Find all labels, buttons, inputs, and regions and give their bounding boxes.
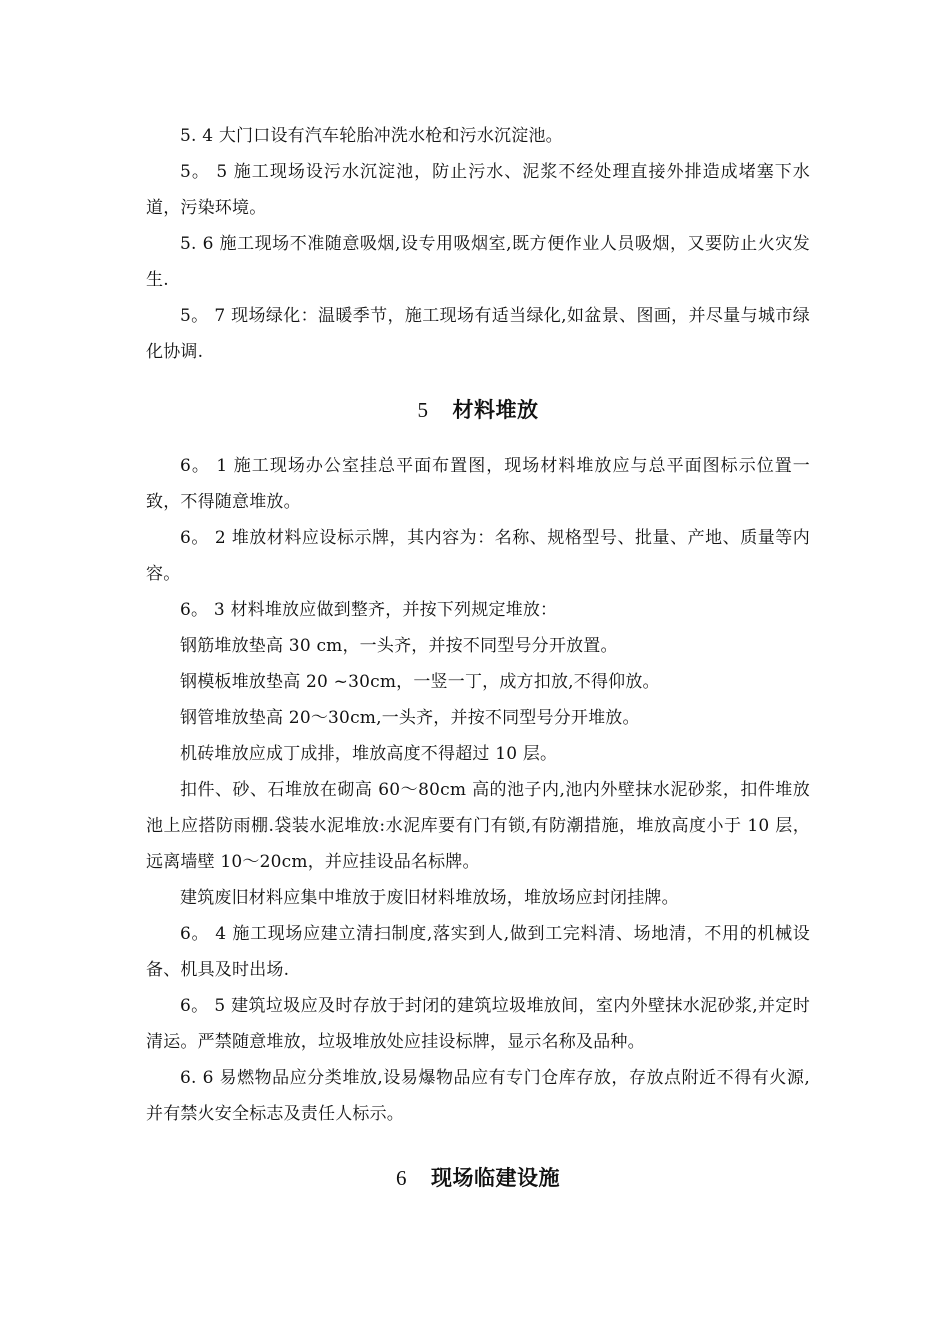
section-number: 6: [396, 1166, 407, 1190]
paragraph-5-4: 5. 4 大门口设有汽车轮胎冲洗水枪和污水沉淀池。: [180, 126, 563, 146]
paragraph-6-2: 6。 2 堆放材料应设标示牌，其内容为：名称、规格型号、批量、产地、质量等内容。: [146, 528, 810, 584]
paragraph-bricks: 机砖堆放应成丁成排，堆放高度不得超过 10 层。: [180, 744, 558, 764]
paragraph-5-7: 5。 7 现场绿化：温暖季节，施工现场有适当绿化,如盆景、图画，并尽量与城市绿化协调.: [146, 306, 810, 362]
section-title: 材料堆放: [452, 398, 539, 422]
paragraph-6-5: 6。 5 建筑垃圾应及时存放于封闭的建筑垃圾堆放间，室内外壁抹水泥砂浆,并定时清运。严禁随意堆放，垃圾堆放处应挂设标牌，显示名称及品种。: [146, 996, 810, 1052]
paragraph-6-1: 6。 1 施工现场办公室挂总平面布置图，现场材料堆放应与总平面图标示位置一致，不得随意堆放。: [146, 456, 810, 512]
document-body: [146, 118, 810, 1192]
paragraph-waste-materials: 建筑废旧材料应集中堆放于废旧材料堆放场，堆放场应封闭挂牌。: [180, 888, 679, 908]
section-heading-materials: [146, 394, 810, 424]
paragraph-5-6: 5. 6 施工现场不准随意吸烟,设专用吸烟室,既方便作业人员吸烟，又要防止火灾发生.: [146, 234, 810, 290]
paragraph-6-3: 6。 3 材料堆放应做到整齐，并按下列规定堆放：: [180, 600, 558, 620]
section-number: 5: [417, 398, 429, 422]
section-heading-temporary-facilities: [146, 1162, 810, 1192]
paragraph-steel-pipe: 钢管堆放垫高 20～30cm,一头齐，并按不同型号分开堆放。: [180, 708, 640, 728]
section-title: 现场临建设施: [431, 1166, 560, 1190]
paragraph-6-4: 6。 4 施工现场应建立清扫制度,落实到人,做到工完料清、场地清，不用的机械设备、机具及时出场.: [146, 924, 810, 980]
paragraph-5-5: 5。 5 施工现场设污水沉淀池，防止污水、泥浆不经处理直接外排造成堵塞下水道，污染环境。: [146, 162, 810, 218]
paragraph-steel-formwork: 钢模板堆放垫高 20 ~30cm，一竖一丁，成方扣放,不得仰放。: [180, 672, 660, 692]
paragraph-rebar: 钢筋堆放垫高 30 cm，一头齐，并按不同型号分开放置。: [180, 636, 618, 656]
paragraph-6-6: 6. 6 易燃物品应分类堆放,设易爆物品应有专门仓库存放，存放点附近不得有火源,并有禁火安全标志及责任人标示。: [146, 1068, 810, 1124]
paragraph-fasteners-sand-stone: 扣件、砂、石堆放在砌高 60～80cm 高的池子内,池内外壁抹水泥砂浆，扣件堆放池上应搭防雨棚.袋装水泥堆放:水泥库要有门有锁,有防潮措施，堆放高度小于 10 层，远离墙壁 10～20cm，并应挂设品名标牌。: [146, 780, 810, 872]
